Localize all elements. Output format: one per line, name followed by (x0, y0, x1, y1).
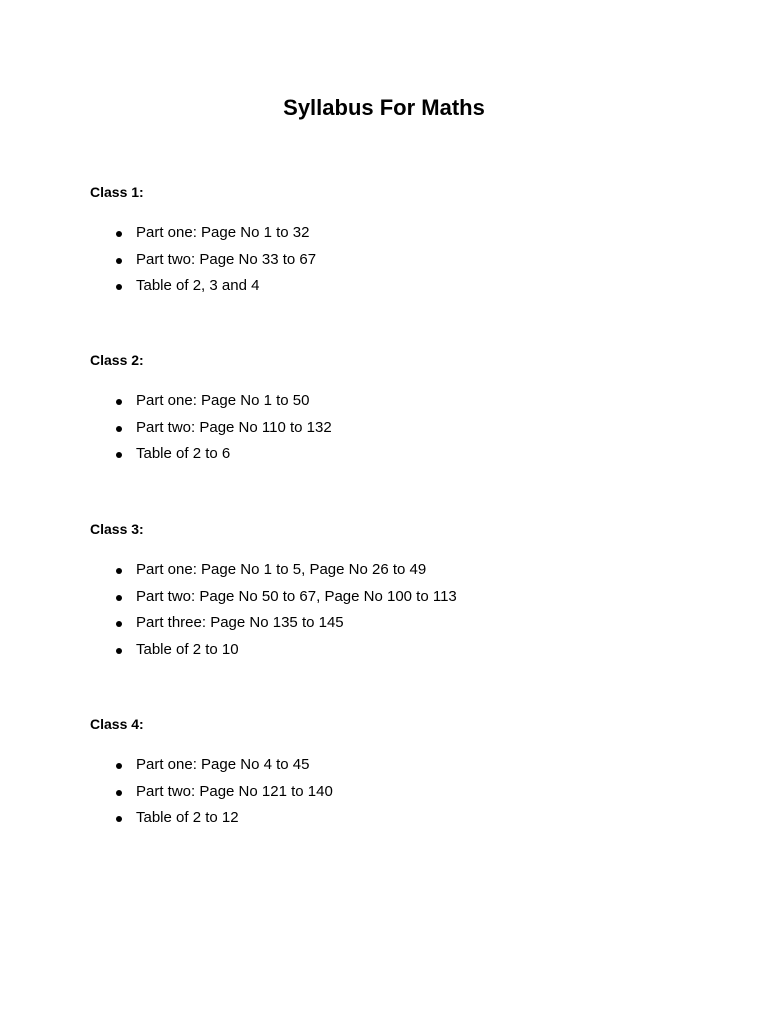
list-item (90, 388, 690, 415)
section-heading: Class 4: (90, 716, 144, 732)
list-item-text: Table of 2, 3 and 4 (136, 277, 260, 294)
list-item (90, 415, 690, 442)
bullet-icon (116, 452, 122, 458)
bullet-icon (116, 621, 122, 627)
list-item (90, 584, 690, 611)
bullet-icon (116, 258, 122, 264)
bullet-list (90, 388, 690, 468)
list-item-text: Part one: Page No 1 to 32 (136, 224, 310, 241)
list-item-text: Table of 2 to 6 (136, 445, 231, 462)
bullet-list (90, 220, 690, 300)
document-title: Syllabus For Maths (283, 95, 485, 120)
list-item (90, 247, 690, 274)
section-class-1 (90, 182, 690, 300)
section-heading: Class 1: (90, 184, 144, 200)
bullet-icon (116, 648, 122, 654)
list-item-text: Part one: Page No 4 to 45 (136, 756, 310, 773)
bullet-icon (116, 284, 122, 290)
bullet-icon (116, 790, 122, 796)
list-item-text: Part two: Page No 121 to 140 (136, 782, 333, 800)
bullet-icon (116, 816, 122, 822)
section-heading: Class 3: (90, 521, 144, 537)
bullet-icon (116, 763, 122, 769)
list-item-text: Part two: Page No 33 to 67 (136, 250, 317, 268)
bullet-icon (116, 399, 122, 405)
list-item-text: Part two: Page No 50 to 67, Page No 100 to 113 (136, 587, 457, 605)
list-item (90, 273, 690, 300)
bullet-icon (116, 595, 122, 601)
list-item-text: Table of 2 to 10 (136, 640, 239, 658)
section-class-4 (90, 714, 690, 832)
list-item (90, 610, 690, 637)
list-item (90, 220, 690, 247)
list-item (90, 637, 690, 664)
list-item (90, 557, 690, 584)
list-item-text: Table of 2 to 12 (136, 809, 239, 826)
list-item-text: Part two: Page No 110 to 132 (136, 418, 332, 436)
bullet-list (90, 557, 690, 663)
section-class-2 (90, 350, 690, 468)
list-item-text: Part one: Page No 1 to 50 (136, 392, 310, 409)
section-class-3 (90, 519, 690, 663)
bullet-icon (116, 568, 122, 574)
bullet-icon (116, 426, 122, 432)
list-item (90, 779, 690, 806)
list-item-text: Part one: Page No 1 to 5, Page No 26 to 49 (136, 561, 427, 578)
bullet-list (90, 752, 690, 832)
list-item (90, 805, 690, 832)
list-item-text: Part three: Page No 135 to 145 (136, 614, 344, 631)
section-heading: Class 2: (90, 352, 144, 368)
bullet-icon (116, 231, 122, 237)
list-item (90, 752, 690, 779)
list-item (90, 441, 690, 468)
